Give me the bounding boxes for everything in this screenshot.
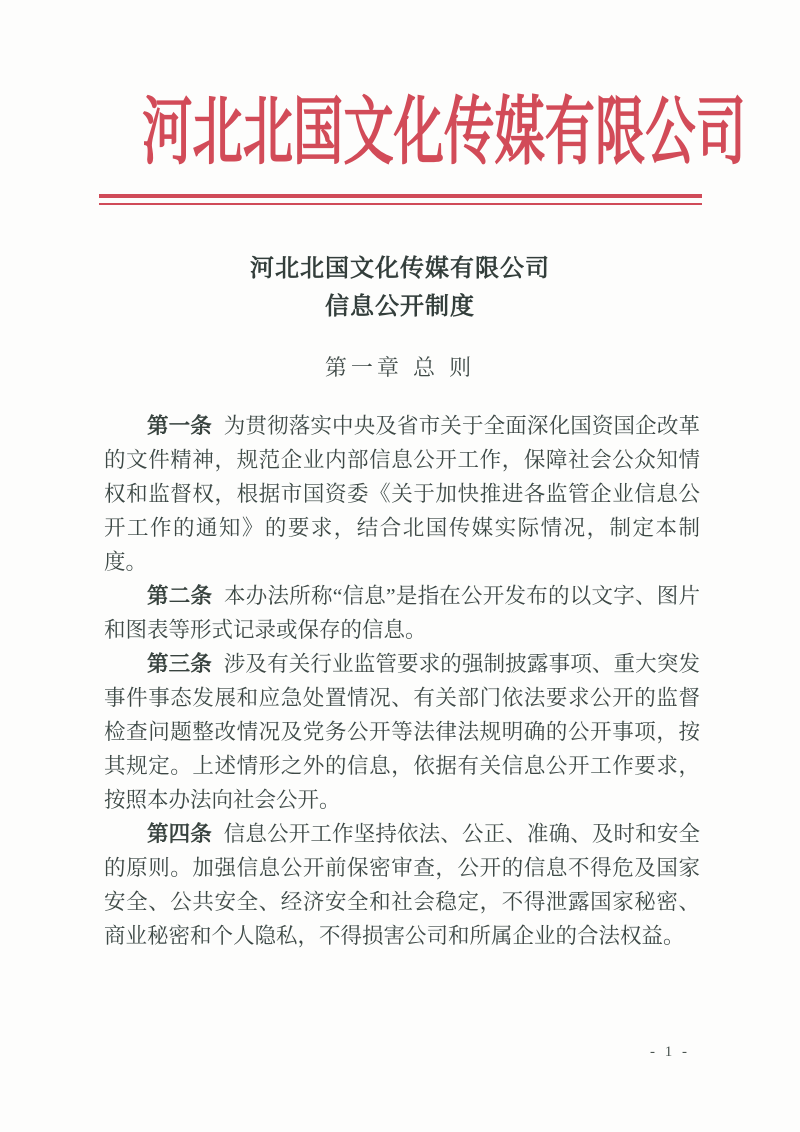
document-title-line2: 信息公开制度 (325, 294, 475, 320)
chapter-heading: 第一章 总 则 (324, 355, 476, 380)
article-text: 为贯彻落实中央及省市关于全面深化国资国企改革的文件精神，规范企业内部信息公开工作，保障社会公众知情权和监督权，根据市国资委《关于加快推进各监管企业信息公开工作的通知》的要求，结合北国传媒实际情况，制定本制度。 (104, 414, 700, 574)
paragraph (104, 409, 700, 579)
letterhead-rule-thin (99, 203, 702, 205)
article-text: 本办法所称“信息”是指在公开发布的以文字、图片和图表等形式记录或保存的信息。 (104, 584, 700, 642)
company-letterhead (0, 92, 800, 192)
page-number: - 1 - (650, 1044, 690, 1060)
document-body (104, 409, 700, 953)
paragraph (104, 647, 700, 817)
paragraph (104, 817, 700, 953)
letterhead-rule-thick (99, 194, 702, 198)
article-number: 第三条 (147, 652, 212, 676)
article-number: 第四条 (147, 822, 212, 846)
paragraph (104, 579, 700, 647)
letterhead-company-name: 河北北国文化传媒有限公司 (142, 92, 746, 174)
article-text: 涉及有关行业监管要求的强制披露事项、重大突发事件事态发展和应急处置情况、有关部门依法要求公开的监督检查问题整改情况及党务公开等法律法规明确的公开事项，按其规定。上述情形之外的信息，依据有关信息公开工作要求，按照本办法向社会公开。 (104, 652, 700, 812)
document-title (0, 250, 800, 326)
document-title-line1: 河北北国文化传媒有限公司 (250, 256, 550, 282)
article-text: 信息公开工作坚持依法、公正、准确、及时和安全的原则。加强信息公开前保密审查，公开的信息不得危及国家安全、公共安全、经济安全和社会稳定，不得泄露国家秘密、商业秘密和个人隐私，不得损害公司和所属企业的合法权益。 (104, 822, 700, 948)
article-number: 第二条 (147, 584, 213, 608)
article-number: 第一条 (147, 414, 212, 438)
